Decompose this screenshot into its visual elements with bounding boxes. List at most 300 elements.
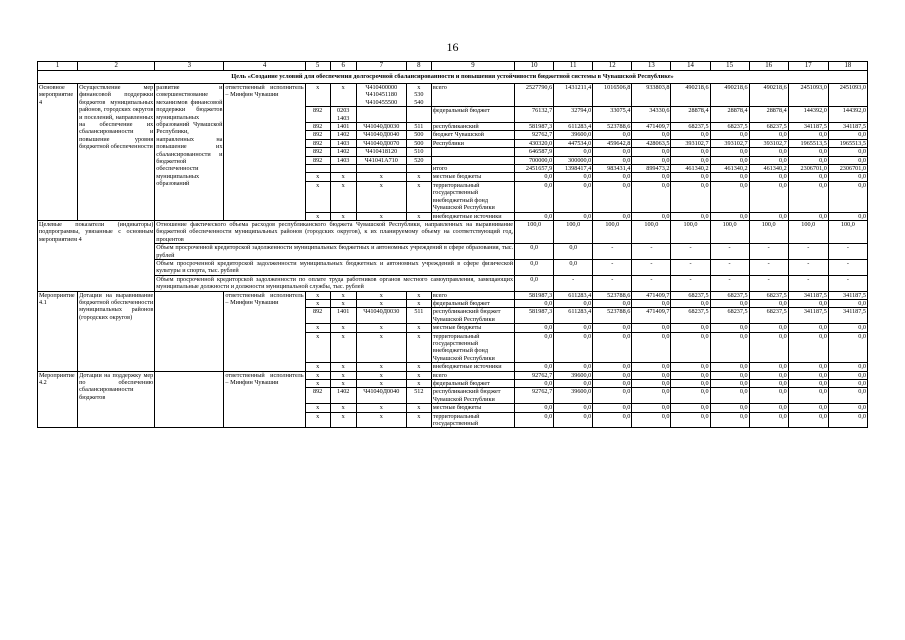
event-name: Дотации на выравнивание бюджетной обеспеченности муниципальных районов (городских округов) [78,291,155,371]
column-number: 3 [155,62,224,71]
amount-cell: 0,0 [749,388,788,404]
code-grbs: x [305,380,330,388]
code-csr: Ч410400000 Ч410451180 Ч410455500 [356,84,406,107]
amount-cell: 68237,5 [671,291,710,299]
indicators-label: Целевые показатели (индикаторы) подпрограммы, увязанные с основным мероприятием 4 [38,220,155,291]
amount-cell: 0,0 [710,404,749,412]
budget-table [37,61,868,428]
amount-cell: 68237,5 [749,123,788,131]
amount-cell: 68237,5 [710,291,749,299]
funding-source: территориальный государственный внебюджетный фонд Чувашской Республики [431,332,514,363]
code-grbs: x [305,412,330,428]
code-grbs: 892 [305,156,330,164]
amount-cell: 0,0 [788,131,828,139]
indicator-value: - [828,244,867,260]
goal-row [38,71,868,84]
amount-cell: 0,0 [632,332,671,363]
amount-cell: 0,0 [671,131,710,139]
code-vr: 500 [406,131,431,139]
amount-cell: 0,0 [593,181,632,212]
indicator-value: 100,0 [554,220,593,243]
column-number: 16 [749,62,788,71]
amount-cell: 0,0 [671,299,710,307]
amount-cell: 581987,3 [515,308,554,324]
code-csr: x [356,412,406,428]
code-grbs: 892 [305,139,330,147]
amount-cell: 0,0 [593,212,632,220]
indicator-value: 0,0 [515,259,554,275]
amount-cell: 0,0 [593,412,632,428]
amount-cell: 1431211,4 [554,84,593,107]
funding-source: местные бюджеты [431,404,514,412]
amount-cell: 0,0 [710,380,749,388]
amount-cell: 0,0 [788,299,828,307]
code-rzpr: x [330,299,356,307]
amount-cell: 0,0 [554,324,593,332]
column-number: 18 [828,62,867,71]
event-type: Мероприятие 4.1 [38,291,78,371]
amount-cell: 0,0 [632,299,671,307]
amount-cell: 0,0 [788,388,828,404]
amount-cell: 28878,4 [710,107,749,123]
amount-cell: 0,0 [554,299,593,307]
indicator-text: Объем просроченной кредиторской задолженности муниципальных бюджетных и автономных учреждений в сфере образования, тыс. рублей [156,244,514,259]
code-rzpr: x [330,324,356,332]
code-vr: x [406,291,431,299]
event-name: Осуществление мер финансовой поддержки бюджетов муниципальных районов, городских округов и поселений, направленных на обеспечение их сбалансированности и повышение уровня бюджетной обеспеченности [78,84,155,221]
indicator-value: 100,0 [749,220,788,243]
funding-source [431,148,514,156]
funding-source: внебюджетные источники [431,363,514,371]
code-vr: x [406,363,431,371]
event-name: Дотации на поддержку мер по обеспечению сбалансированности бюджетов [78,371,155,428]
indicator-value: - [710,275,749,291]
indicator-row [38,259,868,275]
amount-cell: 523788,6 [593,308,632,324]
amount-cell: 0,0 [671,380,710,388]
indicator-value: 0,0 [554,244,593,260]
column-number: 8 [406,62,431,71]
code-rzpr: 1402 [330,388,356,404]
code-csr: x [356,291,406,299]
code-vr: x [406,412,431,428]
code-vr [406,165,431,173]
amount-cell: 34330,6 [632,107,671,123]
indicator-value: 100,0 [671,220,710,243]
amount-cell: 0,0 [749,299,788,307]
indicator-value: - [710,259,749,275]
indicator-value: - [710,244,749,260]
amount-cell: 523788,6 [593,291,632,299]
code-rzpr: 1403 [330,139,356,147]
amount-cell: 0,0 [515,181,554,212]
amount-cell: 0,0 [710,324,749,332]
amount-cell: 0,0 [710,363,749,371]
amount-cell: 0,0 [515,363,554,371]
amount-cell: 0,0 [710,131,749,139]
amount-cell: 393102,7 [710,139,749,147]
amount-cell: 0,0 [515,173,554,181]
budget-row [38,371,868,379]
amount-cell: 33075,4 [593,107,632,123]
code-grbs: 892 [305,131,330,139]
amount-cell: 0,0 [749,181,788,212]
amount-cell: 0,0 [788,181,828,212]
event-goal: развитие и совершенствование механизмов финансовой поддержки бюджетов муниципальных образований Чувашской Республики, направленных на повышение их сбалансированности и бюджетной обеспеченности муниципальных образований [155,84,224,221]
amount-cell: 76132,7 [515,107,554,123]
amount-cell: 0,0 [632,363,671,371]
indicator-value: - [632,259,671,275]
event-type: Основное мероприятие 4 [38,84,78,221]
amount-cell: 341187,5 [828,308,867,324]
code-vr [406,107,431,123]
amount-cell: 0,0 [593,380,632,388]
column-number: 17 [788,62,828,71]
amount-cell: 0,0 [788,363,828,371]
amount-cell: 393102,7 [749,139,788,147]
amount-cell: 611283,4 [554,291,593,299]
amount-cell: 0,0 [671,332,710,363]
budget-row [38,84,868,107]
indicator-value: 100,0 [593,220,632,243]
amount-cell: 0,0 [515,299,554,307]
amount-cell: 68237,5 [671,123,710,131]
funding-source: местные бюджеты [431,173,514,181]
code-csr: Ч41040Д0040 [356,131,406,139]
code-csr: Ч41040Д0030 [356,308,406,324]
goal-title: Цель «Создание условий для обеспечения долгосрочной сбалансированности и повышения устойчивости бюджетной системы в Чувашской Республике» [38,71,868,84]
amount-cell: 0,0 [593,363,632,371]
amount-cell: 92762,7 [515,388,554,404]
code-csr: Ч41041А710 [356,156,406,164]
amount-cell: 1965513,5 [828,139,867,147]
amount-cell: 983431,4 [593,165,632,173]
amount-cell: 0,0 [710,388,749,404]
amount-cell: 490218,6 [671,84,710,107]
code-grbs: x [305,299,330,307]
indicator-value: - [632,275,671,291]
amount-cell: 0,0 [749,404,788,412]
amount-cell: 0,0 [593,404,632,412]
amount-cell: 0,0 [749,371,788,379]
code-csr: x [356,332,406,363]
funding-source: внебюджетные источники [431,212,514,220]
amount-cell: 0,0 [828,299,867,307]
funding-source: территориальный государственный [431,412,514,428]
amount-cell: 341187,5 [788,123,828,131]
amount-cell: 0,0 [593,131,632,139]
amount-cell: 0,0 [554,148,593,156]
code-rzpr: x [330,380,356,388]
code-rzpr [330,165,356,173]
amount-cell: 0,0 [710,412,749,428]
code-grbs: 892 [305,308,330,324]
column-number: 12 [593,62,632,71]
column-number: 7 [356,62,406,71]
indicator-value: - [749,259,788,275]
amount-cell: 92762,7 [515,371,554,379]
amount-cell: 0,0 [828,412,867,428]
code-rzpr: x [330,404,356,412]
column-number: 15 [710,62,749,71]
amount-cell: 1016506,8 [593,84,632,107]
indicator-value: 100,0 [632,220,671,243]
indicator-value: - [671,275,710,291]
amount-cell: 0,0 [593,173,632,181]
indicator-value: - [749,275,788,291]
amount-cell: 0,0 [788,332,828,363]
amount-cell: 0,0 [828,388,867,404]
code-grbs: x [305,332,330,363]
amount-cell: 0,0 [671,388,710,404]
code-vr: 510 [406,148,431,156]
amount-cell: 471409,7 [632,123,671,131]
indicator-row [38,275,868,291]
indicator-row [38,220,868,243]
code-vr: 520 [406,156,431,164]
indicator-value: 100,0 [788,220,828,243]
code-csr: Ч41040Д0040 [356,388,406,404]
code-rzpr: x [330,412,356,428]
code-grbs: x [305,324,330,332]
amount-cell: 68237,5 [671,308,710,324]
amount-cell: 0,0 [749,363,788,371]
amount-cell: 0,0 [828,131,867,139]
amount-cell: 28878,4 [671,107,710,123]
indicator-value: - [593,259,632,275]
amount-cell: 0,0 [632,148,671,156]
amount-cell: 2451093,0 [828,84,867,107]
amount-cell: 0,0 [710,148,749,156]
amount-cell: 0,0 [632,173,671,181]
amount-cell: 0,0 [788,148,828,156]
amount-cell: 0,0 [515,332,554,363]
amount-cell: 0,0 [749,380,788,388]
indicator-value: - [671,259,710,275]
amount-cell: 0,0 [671,404,710,412]
code-vr: x [406,404,431,412]
funding-source: местные бюджеты [431,324,514,332]
code-grbs: x [305,291,330,299]
code-csr: x [356,404,406,412]
amount-cell: 0,0 [554,212,593,220]
page-number: 16 [446,40,459,54]
funding-source: всего [431,371,514,379]
code-csr: x [356,324,406,332]
amount-cell: 0,0 [788,324,828,332]
amount-cell: 0,0 [632,131,671,139]
amount-cell: 1965513,5 [788,139,828,147]
amount-cell: 0,0 [749,173,788,181]
amount-cell: 0,0 [788,212,828,220]
amount-cell: 68237,5 [749,291,788,299]
code-rzpr: 1402 [330,131,356,139]
amount-cell: 341187,5 [788,308,828,324]
amount-cell: 0,0 [828,156,867,164]
amount-cell: 0,0 [632,181,671,212]
amount-cell: 0,0 [710,173,749,181]
code-csr: x [356,380,406,388]
code-grbs: x [305,404,330,412]
funding-source: республиканский бюджет Чувашской Республики [431,388,514,404]
code-csr: Ч410418120 [356,148,406,156]
amount-cell: 0,0 [749,332,788,363]
code-rzpr: 1403 [330,156,356,164]
amount-cell: 0,0 [749,131,788,139]
amount-cell: 39600,0 [554,131,593,139]
amount-cell: 461340,2 [710,165,749,173]
indicator-row [38,244,868,260]
code-grbs: 892 [305,388,330,404]
indicator-text: Объем просроченной кредиторской задолженности муниципальных бюджетных и автономных учреждений в сфере физической культуры и спорта, тыс. рублей [156,259,514,275]
amount-cell: 0,0 [515,324,554,332]
code-vr: 511 [406,308,431,324]
code-rzpr: 1401 [330,123,356,131]
code-rzpr: x [330,173,356,181]
funding-source: территориальный государственный внебюджетный фонд Чувашской Республики [431,181,514,212]
amount-cell: 0,0 [710,181,749,212]
amount-cell: 0,0 [632,404,671,412]
amount-cell: 0,0 [828,380,867,388]
code-csr: x [356,299,406,307]
amount-cell: 2306701,0 [788,165,828,173]
amount-cell: 447534,0 [554,139,593,147]
amount-cell: 0,0 [788,156,828,164]
event-type: Мероприятие 4.2 [38,371,78,428]
code-grbs: x [305,181,330,212]
code-rzpr: x [330,212,356,220]
code-rzpr: x [330,332,356,363]
amount-cell: 0,0 [554,332,593,363]
funding-source: республиканский бюджет Чувашской Республики [431,308,514,324]
code-rzpr: x [330,181,356,212]
indicator-value: 100,0 [828,220,867,243]
amount-cell: 393102,7 [671,139,710,147]
code-vr: 511 [406,123,431,131]
amount-cell: 611283,4 [554,308,593,324]
code-vr: x 530 540 [406,84,431,107]
indicator-text: Объем просроченной кредиторской задолженности по оплате труда работников органов местного самоуправления, замещающих муниципальные должности и должности муниципальной службы, тыс. рублей [156,275,514,291]
funding-source [431,156,514,164]
indicator-value: - [788,259,828,275]
amount-cell: 68237,5 [710,123,749,131]
amount-cell: 428063,5 [632,139,671,147]
funding-source: федеральный бюджет [431,107,514,123]
amount-cell: 0,0 [554,181,593,212]
code-rzpr: 1401 [330,308,356,324]
code-grbs: 892 [305,148,330,156]
funding-source: республиканский [431,123,514,131]
column-number: 14 [671,62,710,71]
amount-cell: 39600,0 [554,388,593,404]
responsible: ответственный исполнитель – Минфин Чувашии [224,84,305,221]
amount-cell: 0,0 [788,404,828,412]
amount-cell: 461340,2 [671,165,710,173]
amount-cell: 144392,0 [828,107,867,123]
code-grbs: 892 [305,107,330,123]
amount-cell: 0,0 [788,412,828,428]
amount-cell: 0,0 [593,388,632,404]
code-csr: Ч41040Д0030 [356,123,406,131]
code-vr: x [406,324,431,332]
responsible: ответственный исполнитель – Минфин Чувашии [224,291,305,371]
amount-cell: 0,0 [671,212,710,220]
responsible: ответственный исполнитель – Минфин Чувашии [224,371,305,428]
code-vr: x [406,380,431,388]
amount-cell: 0,0 [828,181,867,212]
code-csr [356,107,406,123]
amount-cell: 490218,6 [710,84,749,107]
column-number: 9 [431,62,514,71]
amount-cell: 0,0 [710,371,749,379]
code-csr: x [356,371,406,379]
indicator-value: - [632,244,671,260]
amount-cell: 461340,2 [749,165,788,173]
amount-cell: 700000,0 [515,156,554,164]
amount-cell: 0,0 [671,156,710,164]
amount-cell: 2306701,0 [828,165,867,173]
funding-source: федеральный бюджет [431,299,514,307]
amount-cell: 523788,6 [593,123,632,131]
amount-cell: 0,0 [710,299,749,307]
amount-cell: 68237,5 [749,308,788,324]
column-number: 13 [632,62,671,71]
amount-cell: 0,0 [515,412,554,428]
amount-cell: 933803,8 [632,84,671,107]
indicator-value: 0,0 [515,244,554,260]
code-rzpr: x [330,371,356,379]
amount-cell: 0,0 [710,332,749,363]
indicator-value: - [788,244,828,260]
funding-source: итого [431,165,514,173]
amount-cell: 0,0 [788,371,828,379]
column-number: 2 [78,62,155,71]
code-vr: 512 [406,388,431,404]
column-number: 10 [515,62,554,71]
code-vr: x [406,212,431,220]
code-vr: x [406,299,431,307]
amount-cell: 0,0 [828,173,867,181]
amount-cell: 0,0 [554,404,593,412]
amount-cell: 0,0 [749,212,788,220]
amount-cell: 611283,4 [554,123,593,131]
code-grbs: x [305,173,330,181]
code-vr: x [406,181,431,212]
indicator-value: 100,0 [515,220,554,243]
amount-cell: 0,0 [671,324,710,332]
amount-cell: 2451093,0 [788,84,828,107]
indicator-value: - [593,244,632,260]
amount-cell: 0,0 [749,148,788,156]
amount-cell: 0,0 [671,148,710,156]
code-rzpr: x [330,84,356,107]
code-rzpr: x [330,291,356,299]
amount-cell: 0,0 [828,371,867,379]
amount-cell: 0,0 [671,371,710,379]
amount-cell: 430320,0 [515,139,554,147]
amount-cell: 0,0 [515,380,554,388]
amount-cell: 0,0 [632,212,671,220]
indicator-value: 0,0 [515,275,554,291]
indicator-value: - [828,275,867,291]
indicator-text: Отношение фактического объема расходов республиканского бюджета Чувашской Республики, направленных на выравнивание бюджетной обеспеченности муниципальных районов (городских округов), к их планируемому объему на соответствующий год, процентов [156,220,514,243]
amount-cell: 0,0 [554,173,593,181]
code-rzpr: 0203 1403 [330,107,356,123]
amount-cell: 0,0 [749,156,788,164]
code-grbs: x [305,84,330,107]
funding-source: федеральный бюджет [431,380,514,388]
amount-cell: 28878,4 [749,107,788,123]
